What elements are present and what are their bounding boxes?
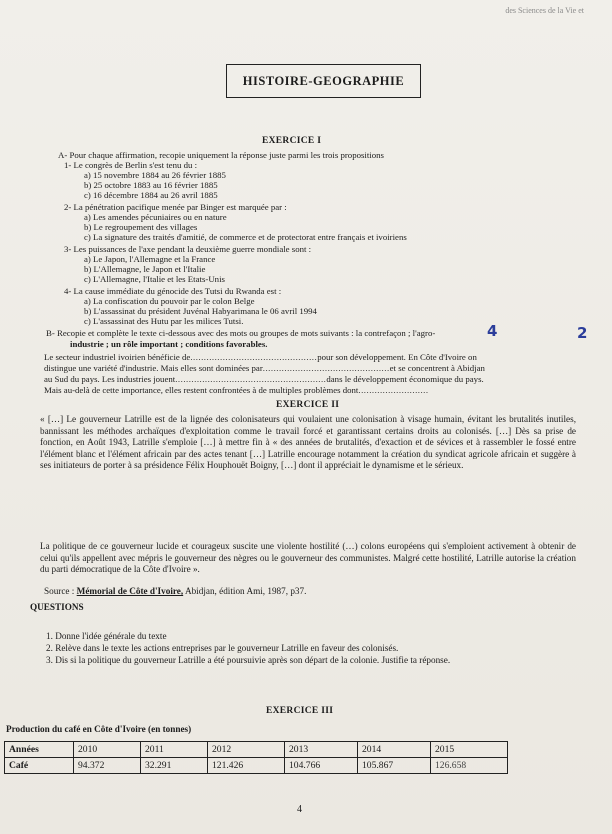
instruction-b-line-1: B- Recopie et complète le texte ci-dessous avec des mots ou groupes de mots suivants : la contrefaçon ; l'agro- (46, 328, 436, 338)
question-2-option-a: a) Les amendes pécuniaires ou en nature (84, 212, 227, 222)
row-header-years: Années (5, 742, 74, 758)
blank-3[interactable]: ........................................................ (175, 374, 327, 384)
fill-line-3 (44, 374, 484, 384)
question-3-option-a: a) Le Japon, l'Allemagne et la France (84, 254, 216, 264)
row-header-cafe: Café (5, 758, 74, 774)
fill-line-1 (44, 352, 477, 362)
exercise-2-title: EXERCICE II (276, 400, 340, 410)
value-cell: 121.426 (208, 758, 285, 774)
question-1-option-a: a) 15 novembre 1884 au 26 février 1885 (84, 170, 226, 180)
fill-line-4-start: Mais au-delà de cette importance, elles restent confrontées à de multiples problèmes dont (44, 385, 359, 395)
exercise-3-title: EXERCICE III (266, 706, 334, 716)
fill-line-2-end: et se concentrent à Abidjan (389, 363, 485, 373)
year-cell: 2014 (358, 742, 431, 758)
table-title: Production du café en Côte d'Ivoire (en tonnes) (6, 724, 192, 734)
page-number: 4 (297, 804, 302, 815)
question-3-option-c: c) L'Allemagne, l'Italie et les Etats-Unis (84, 274, 225, 284)
value-cell: 32.291 (141, 758, 208, 774)
source-label: Source : (44, 586, 77, 596)
blank-2[interactable]: ............................................... (262, 363, 390, 373)
year-cell: 2011 (141, 742, 208, 758)
value-cell: 126.658 (431, 758, 508, 774)
fill-line-1-end: pour son développement. En Côte d'Ivoire on (317, 352, 477, 362)
value-cell: 104.766 (285, 758, 358, 774)
source-text-paragraph-1: « […] Le gouverneur Latrille est de la lignée des colonisateurs qui voulaient une colonisation à visage humain, évitant les brutalités inutiles, bannissant les méthodes archaïques d'exploitation comme le travail forcé et garantissant certains droits au colonisés. […] Dès sa prise de fonction, en Août 1943, Latrille s'emploie […] à mettre fin à « des années de brutalités, d'exaction et de sévices et à rassembler le fossé entre l'élément blanc et l'élément africain par des actes tenant […] Latrille encourage notamment la création du syndicat agricole africain et suggère à ses initiateurs de porter à sa présidence Félix Houphouët Boigny, […] dont il appréciait le dynamisme et le sérieux. (40, 414, 576, 471)
fill-line-3-start: au Sud du pays. Les industries jouent (44, 374, 176, 384)
question-4-option-c: c) L'assassinat des Hutu par les milices Tutsi. (84, 316, 244, 326)
year-cell: 2013 (285, 742, 358, 758)
year-cell: 2010 (74, 742, 141, 758)
handwritten-mark-2: 2 (577, 324, 588, 342)
question-list-item-2: 2. Relève dans le texte les actions entreprises par le gouverneur Latrille en faveur des colonisés. (46, 643, 399, 653)
table-row-cafe (5, 758, 508, 774)
value-cell: 105.867 (358, 758, 431, 774)
fill-line-1-start: Le secteur industriel ivoirien bénéficie de (44, 352, 191, 362)
question-list-item-1: 1. Donne l'idée générale du texte (46, 631, 167, 641)
source-title: Mémorial de Côte d'Ivoire, (76, 586, 184, 596)
source-reference (44, 586, 306, 597)
blank-4[interactable]: .......................... (358, 385, 429, 395)
table-row-years (5, 742, 508, 758)
year-cell: 2012 (208, 742, 285, 758)
question-2: 2- La pénétration pacifique menée par Binger est marquée par : (64, 202, 287, 212)
fill-line-3-end: dans le développement économique du pays. (326, 374, 484, 384)
fill-line-2 (44, 363, 485, 373)
question-4-option-a: a) La confiscation du pouvoir par le colon Belge (84, 296, 255, 306)
question-4: 4- La cause immédiate du génocide des Tutsi du Rwanda est : (64, 286, 282, 296)
fill-line-4 (44, 385, 429, 395)
question-2-option-b: b) Le regroupement des villages (84, 222, 198, 232)
questions-title: QUESTIONS (30, 602, 84, 612)
question-3-option-b: b) L'Allemagne, le Japon et l'Italie (84, 264, 206, 274)
question-3: 3- Les puissances de l'axe pendant la deuxième guerre mondiale sont : (64, 244, 312, 254)
instruction-a: A- Pour chaque affirmation, recopie uniquement la réponse juste parmi les trois propositions (58, 150, 384, 160)
blank-1[interactable]: ............................................... (190, 352, 318, 362)
fill-line-2-start: distingue une variété d'industrie. Mais elles sont dominées par (44, 363, 263, 373)
instruction-b-line-2: industrie ; un rôle important ; conditions favorables. (70, 339, 268, 349)
source-text-paragraph-2: La politique de ce gouverneur lucide et courageux suscite une violente hostilité (…) colons européens qui s'emploient activement à obtenir de celui qu'ils appellent avec mépris le gouverneur des nègres ou le gouverneur des communistes. Malgré cette hostilité, Latrille autorise la création du parti démocratique de la Côte d'Ivoire ». (40, 541, 576, 575)
question-1-option-b: b) 25 octobre 1883 au 16 février 1885 (84, 180, 218, 190)
handwritten-mark-1: 4 (487, 322, 498, 340)
exercise-1-title: EXERCICE I (262, 136, 322, 146)
question-list-item-3: 3. Dis si la politique du gouverneur Latrille a été poursuivie après son départ de la colonie. Justifie ta réponse. (46, 655, 451, 665)
question-1: 1- Le congrès de Berlin s'est tenu du : (64, 160, 198, 170)
source-details: Abidjan, édition Ami, 1987, p37. (183, 586, 307, 596)
question-4-option-b: b) L'assassinat du président Juvénal Habyarimana le 06 avril 1994 (84, 306, 317, 316)
coffee-production-table (4, 741, 508, 774)
question-2-option-c: c) La signature des traités d'amitié, de commerce et de protectorat entre français et ivoiriens (84, 232, 407, 242)
value-cell: 94.372 (74, 758, 141, 774)
header-note: des Sciences de la Vie et (505, 6, 584, 15)
question-1-option-c: c) 16 décembre 1884 au 26 avril 1885 (84, 190, 218, 200)
page-title: HISTOIRE-GEOGRAPHIE (226, 64, 421, 98)
year-cell: 2015 (431, 742, 508, 758)
